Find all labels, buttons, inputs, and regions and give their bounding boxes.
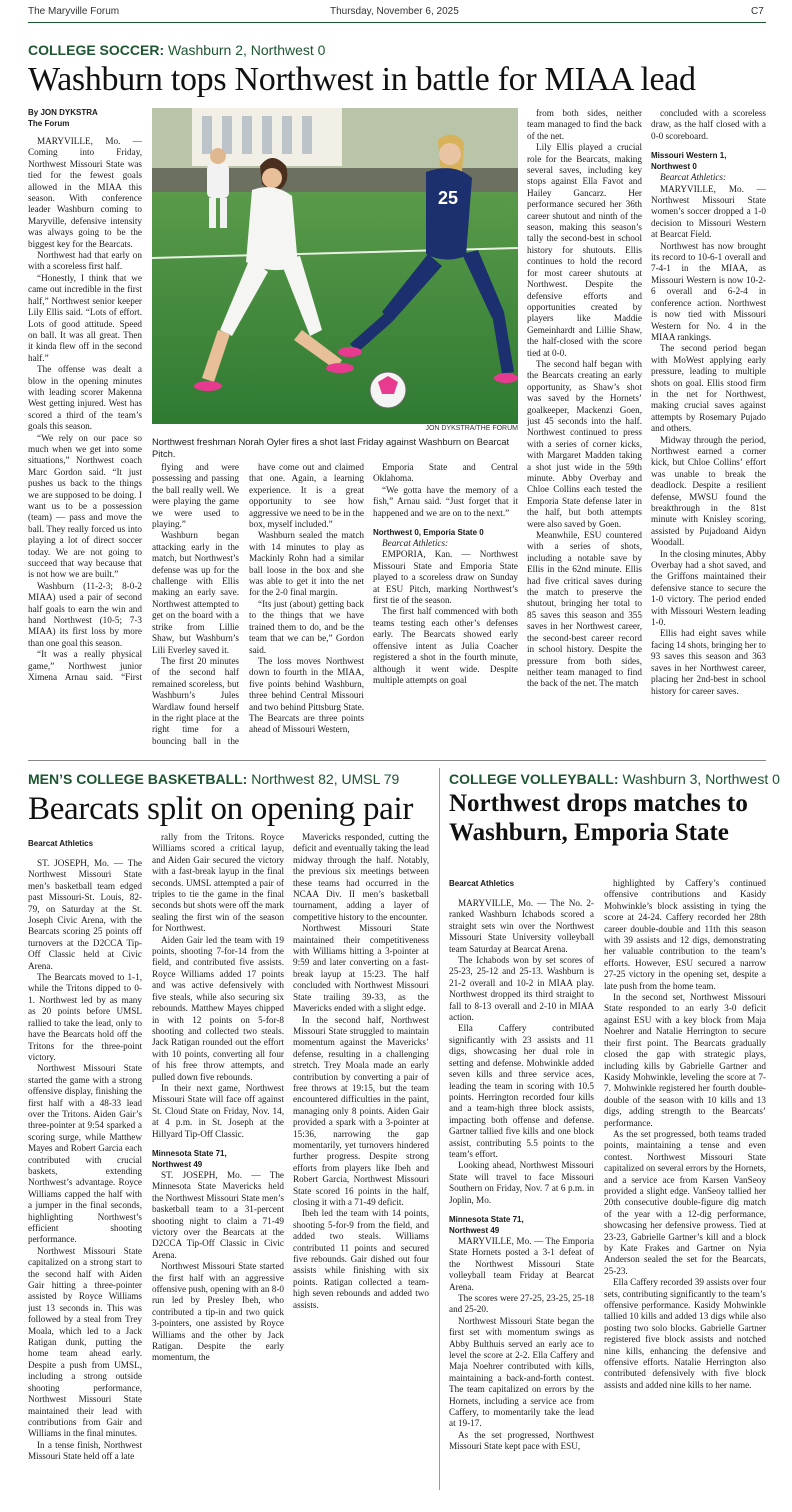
paragraph: flying and were possessing and passing the ball really well. We were playing the game we were used to playing.” bbox=[152, 462, 239, 530]
column-divider bbox=[439, 768, 440, 1490]
paragraph: MARYVILLE, Mo. — The Emporia State Hornets posted a 3-1 defeat of the Northwest Missouri State volleyball team Friday at Bearcat Arena. bbox=[449, 1235, 594, 1292]
paragraph: Lily Ellis played a crucial role for the Bearcats, making several saves, including key stops against Ella Favot and Hailey Gancarz. Her performance secured her 36th career shutout and ninth of the season, making this season’s tally the second-best in school history for shutouts. Ellis continues to hold the record for most career shutouts at Northwest. Despite the defensive efforts and opportunities created by players like Maddie Gemeinhardt and Lillie Shaw, the half-closed with the score tied at 0-0. bbox=[527, 142, 642, 358]
photo-credit: JON DYKSTRA/THE FORUM bbox=[425, 425, 518, 432]
paragraph: MARYVILLE, Mo. — The No. 2-ranked Washburn Ichabods scored a straight sets win over the Northwest Missouri State University volleyball team Saturday at Bearcat Arena. bbox=[449, 898, 594, 954]
newspaper-name: The Maryville Forum bbox=[28, 6, 120, 17]
masthead-rule bbox=[28, 22, 766, 23]
subhead bbox=[651, 150, 766, 172]
paragraph: The second half began with the Bearcats creating an early opportunity, as Shaw’s shot was saved by the Hornets’ goalkeeper, Mackenzi Goen, just 45 seconds into the half. Northwest continued to press with a series of corner kicks, with Margaret Madden taking a shot just wide in the 59th minute. Abby Overbay and Chloe Collins each tested the Emporia State defense later in the half, but both attempts were also saved by Goen. bbox=[527, 358, 642, 529]
basketball-kicker bbox=[28, 771, 399, 787]
volleyball-headline bbox=[449, 789, 748, 847]
soccer-photo-illustration bbox=[152, 108, 518, 424]
paragraph: Northwest Missouri State capitalized on a strong start to the second half with Aiden Gair hitting a three-pointer assisted by Royce Williams just 13 seconds in. This was followed by a steal from Trey Moala, which led to a Jack Ratigan dunk, putting the home team ahead early. Despite a push from UMSL, including a strong outside shooting performance, Northwest Missouri State maintained their lead with contributions from Gair and Williams in the final minutes. bbox=[28, 1245, 142, 1439]
paragraph: MARYVILLE, Mo. — Northwest Missouri State women’s soccer dropped a 1-0 decision to Missouri Western at Bearcat Field. bbox=[651, 183, 766, 240]
paragraph: Aiden Gair led the team with 19 points, shooting 7-for-14 from the field, and contributed five assists. Royce Williams added 17 points and was active defensively with five steals, while also securing six rebounds. Matthew Mayes chipped in with 12 points on 5-for-8 shooting and collected two steals. Jack Ratigan rounded out the effort with 10 points, converting all four of his free throw attempts, and pulled down five rebounds. bbox=[152, 934, 284, 1082]
subhead-line: Northwest 49 bbox=[152, 1159, 203, 1169]
paragraph: The first 20 minutes of the second half remained scoreless, but Washburn’s Jules Wardlaw found herself in the right place at the right time for a bouncing ball in the bbox=[152, 655, 239, 746]
paragraph: concluded with a scoreless draw, as the half closed with a 0-0 scoreboard. bbox=[651, 108, 766, 141]
paragraph: The loss moves Northwest down to fourth in the MIAA, five points behind Washburn, three behind Central Missouri and two behind Pittsburg State. The Bearcats are three points ahead of Missouri Western, bbox=[249, 655, 364, 735]
issue-date: Thursday, November 6, 2025 bbox=[330, 6, 459, 17]
paragraph: As the set progressed, both teams traded points, maintaining a tense and even contest. Northwest Missouri State capitalized on several errors by the Hornets, and a service ace from Karsen VanSeoy provided a slight edge. VanSeoy tallied her 20th consecutive double-figure dig match of the year with a 12-dig performance, showcasing her defensive prowess. Tied at 23-23, Gabrielle Gartner’s kill and a block by Kate Frakes and Gartner on Nyia Anderson sealed the set for the Bearcats, 25-23. bbox=[604, 1128, 766, 1276]
soccer-ball bbox=[370, 372, 406, 408]
volleyball-headline-line: Northwest drops matches to bbox=[449, 790, 748, 817]
basketball-column-2 bbox=[152, 832, 284, 1488]
paragraph: In a tense finish, Northwest Missouri State held off a late bbox=[28, 1439, 142, 1462]
soccer-column-1 bbox=[28, 136, 142, 684]
soccer-byline bbox=[28, 107, 98, 129]
soccer-column-5 bbox=[527, 108, 642, 748]
paragraph: Emporia State and Central Oklahoma. bbox=[373, 462, 518, 484]
soccer-headline: Washburn tops Northwest in battle for MIAA lead bbox=[28, 61, 696, 98]
paragraph: rally from the Tritons. Royce Williams scored a critical layup, and Aiden Gair secured the victory with a fast-break layup in the final seconds. UMSL attempted a pair of triples to tie the game in the final seconds but shots were off the mark sealing the first win of the season for Northwest. bbox=[152, 832, 284, 934]
paragraph: Mavericks responded, cutting the deficit and eventually taking the lead midway through the half. Notably, the previous six meetings between these teams had occurred in the NCAA Div. II men’s basketball tournament, adding a layer of competitive history to the encounter. bbox=[293, 832, 429, 922]
subhead-line: Northwest 0 bbox=[651, 162, 697, 172]
soccer-kicker-score: Washburn 2, Northwest 0 bbox=[164, 42, 326, 58]
paragraph: Washburn sealed the match with 14 minutes to play as Mackinly Rohn had a similar ball loose in the box and she was able to get it into the net for the 2-0 final margin. bbox=[249, 530, 364, 598]
soccer-kicker-label: COLLEGE SOCCER: bbox=[28, 42, 165, 58]
paragraph: Northwest Missouri State started the first half with an aggressive offensive push, opening with an 8-0 run led by Presley Ibeh, who contributed a tip-in and two quick 3-pointers, one assisted by Royce Williams and the other by Jack Ratigan. Despite the early momentum, the bbox=[152, 1261, 284, 1363]
volleyball-kicker bbox=[449, 771, 780, 787]
basketball-column-1 bbox=[28, 858, 142, 1488]
subhead-line: Northwest 49 bbox=[449, 1225, 500, 1235]
basketball-column-3 bbox=[293, 832, 429, 1488]
soccer-kicker bbox=[28, 42, 325, 58]
paragraph: Northwest had that early on with a scoreless first half. bbox=[28, 250, 142, 272]
paragraph: ST. JOSEPH, Mo. — The Minnesota State Mavericks held the Northwest Missouri State men’s basketball team to a 31-percent shooting night to claim a 71-49 victory over the Bearcats at the D2CCA Tip-Off Classic in Civic Arena. bbox=[152, 1169, 284, 1260]
subhead bbox=[449, 1214, 594, 1236]
paragraph: MARYVILLE, Mo. — Coming into Friday, Northwest Missouri State was tied for the fewest goals allowed in the MIAA this season. With conference leader Washburn coming to Maryville, defensive intensity was always going to be the biggest key for the Bearcats. bbox=[28, 136, 142, 249]
subhead-line: Missouri Western 1, bbox=[651, 151, 727, 161]
paragraph: As the set progressed, Northwest Missouri State kept pace with ESU, bbox=[449, 1429, 594, 1452]
paragraph: The first half commenced with both teams testing each other’s defenses early. The Bearcats showed early offensive intent as Julia Coacher registered a shot in the fourth minute, although it went wide. Despite multiple attempts on goal bbox=[373, 606, 518, 685]
basketball-kicker-label: MEN’S COLLEGE BASKETBALL: bbox=[28, 771, 248, 787]
paragraph: Northwest Missouri State began the first set with momentum swings as Abby Bulthuis served an early ace to level the score at 2-2. Ella Caffery and Maja Noehrer contributed with kills, maintaining a back-and-forth contest. The team capitalized on errors by the Hornets, including a service ace from Caffery, to momentarily take the lead at 19-17. bbox=[449, 1315, 594, 1429]
soccer-column-4 bbox=[373, 462, 518, 748]
paragraph: Ella Caffery recorded 39 assists over four sets, contributing significantly to the team’s offensive performance. Kasidy Mohwinkle tallied 10 kills and added 13 digs while also posting two solo blocks. Gabrielle Gartner registered five block assists and notched nine kills, enhancing the defensive and offensive efforts. Natalie Herrington also contributed defensively with five block assists and added nine kills to her name. bbox=[604, 1277, 766, 1390]
paragraph: The Ichabods won by set scores of 25-23, 25-12 and 25-13. Washburn is 21-2 overall and 10-2 in MIAA play. Northwest dropped its third straight to fall to 8-13 overall and 2-10 in MIAA action. bbox=[449, 955, 594, 1023]
paragraph: “It was a really physical game,” Northwest junior Ximena Arnau said. “First bbox=[28, 649, 142, 683]
paragraph: In the second set, Northwest Missouri State responded to an early 3-0 deficit against ESU with a key block from Maja Noehrer and Natalie Herrington to secure their first point. The Bearcats gradually closed the gap with strategic plays, including kills by Gabrielle Gartner and Kasidy Mohwinkle, leveling the score at 7-7. Mohwinkle registered her fourth double-double of the season with 10 kills and 13 digs, adding strength to the Bearcats’ performance. bbox=[604, 992, 766, 1128]
paragraph: EMPORIA, Kan. — Northwest Missouri State and Emporia State played to a scoreless draw on Sunday at ESU Pitch, marking Northwest’s first tie of the season. bbox=[373, 549, 518, 606]
dateline-source: Bearcat Athletics: bbox=[660, 172, 727, 183]
soccer-photo bbox=[152, 108, 518, 424]
paragraph: Midway through the period, Northwest earned a corner kick, but Chloe Collins’ effort was unable to break the deadlock. Despite a resilient defense, MWSU found the breakthrough in the 81st minute with Knisley scoring, assisted by Pujadoand Aidyn Woodall. bbox=[651, 434, 766, 548]
soccer-column-6 bbox=[651, 108, 766, 748]
paragraph: “We rely on our pace so much when we get into some situations,” Northwest coach Marc Gordon said. “It just pushes us back to the things we are supposed to be doing. I want us to be a possession (team) — pass and move the ball. They really forced us into playing a lot of direct soccer today. We are not going to succeed that way because that is not how we are built.” bbox=[28, 432, 142, 580]
volleyball-byline: Bearcat Athletics bbox=[449, 879, 515, 888]
volleyball-kicker-score: Washburn 3, Northwest 0 bbox=[618, 771, 780, 787]
paragraph: Meanwhile, ESU countered with a series of shots, including a notable save by Ellis in the 62nd minute. Ellis had five critical saves during the match to preserve the shutout, bringing her total to 85 saves this season and 355 saves in her Northwest career, the second-best career record in school history. Despite the pressure from both sides, neither team managed to find the back of the net. The match bbox=[527, 530, 642, 689]
volleyball-column-2 bbox=[604, 878, 766, 1490]
subhead-line: Minnesota State 71, bbox=[152, 1148, 227, 1158]
paragraph: “Honestly, I think that we came out incredible in the first half,” Northwest senior keeper Lily Ellis said. “Lots of effort. Lots of good attitude. Speed on ball. It was all great. Then it kinda flew off in the second half.” bbox=[28, 272, 142, 363]
basketball-headline: Bearcats split on opening pair bbox=[28, 791, 414, 827]
paragraph: Washburn (11-2-3; 8-0-2 MIAA) used a pair of second half goals to earn the win and hand Northwest (10-5; 7-3 MIAA) its first loss by more than one goal this season. bbox=[28, 580, 142, 648]
paragraph: “We gotta have the memory of a fish,” Arnau said. “Just forget that it happened and we are on to the next.” bbox=[373, 484, 518, 518]
volleyball-headline-line: Washburn, Emporia State bbox=[449, 819, 729, 846]
paragraph: In their next game, Northwest Missouri State will face off against St. Cloud State on Friday, Nov. 14, at 4 p.m. in St. Joseph at the Hillyard Tip-Off Classic. bbox=[152, 1082, 284, 1139]
paragraph: The scores were 27-25, 23-25, 25-18 and 25-20. bbox=[449, 1293, 594, 1315]
volleyball-kicker-label: COLLEGE VOLLEYBALL: bbox=[449, 771, 619, 787]
paragraph: In the second half, Northwest Missouri State struggled to maintain momentum against the Mavericks’ defense, resulting in a challenging stretch. Trey Moala made an early contribution by converting a pair of free throws at 19:15, but the team encountered difficulties in the paint, managing only 8 points. Aiden Gair provided a spark with a 3-pointer at 15:36, narrowing the gap momentarily, yet turnovers hindered further progress. Despite strong efforts from players like Ibeh and Robert Garcia, Northwest Missouri State scored 16 points in the half, closing it with a 71-49 deficit. bbox=[293, 1014, 429, 1207]
basketball-byline: Bearcat Athletics bbox=[28, 839, 94, 848]
subhead: Northwest 0, Emporia State 0 bbox=[373, 528, 484, 538]
dateline-source: Bearcat Athletics: bbox=[382, 538, 449, 549]
paragraph: “Its just (about) getting back to the things that we have trained them to do, and be the team that we can be,” Gordon said. bbox=[249, 598, 364, 655]
paragraph: Looking ahead, Northwest Missouri State will travel to face Missouri Southern on Friday, Nov. 7 at 6 p.m. in Joplin, Mo. bbox=[449, 1160, 594, 1205]
paragraph: Ellis had eight saves while facing 14 shots, bringing her to 93 saves this season and 363 saves in her Northwest career, placing her 2nd-best in school history for career saves. bbox=[651, 628, 766, 696]
byline-org: The Forum bbox=[28, 119, 70, 128]
svg-text:25: 25 bbox=[438, 188, 459, 208]
photo-caption: Northwest freshman Norah Oyler fires a shot last Friday against Washburn on Bearcat Pitch. bbox=[152, 436, 510, 459]
paragraph: have come out and claimed that one. Again, a learning experience. It is a great opportunity to see how aggressive we need to be in the box, myself included.” bbox=[249, 462, 364, 530]
paragraph: The second period began with MoWest applying early pressure, leading to multiple shots on goal. Ellis stood firm in the net for Northwest, making crucial saves against attempts by Rosemary Pujado and others. bbox=[651, 343, 766, 434]
soccer-column-2 bbox=[152, 462, 239, 748]
paragraph: Northwest Missouri State started the game with a strong offensive display, finishing the first half with a 48-33 lead over the Tritons. Aiden Gair’s three-pointer at 9:54 sparked a scoring surge, while Matthew Mayes and Robert Garcia each contributed with crucial baskets, extending Northwest’s advantage. Royce Williams capped the half with a jumper in the final seconds, highlighting Northwest’s efficient shooting performance. bbox=[28, 1063, 142, 1245]
paragraph: In the closing minutes, Abby Overbay had a shot saved, and the Griffons maintained their defensive stance to secure the 1-0 victory. The period ended with Missouri Western leading 1-0. bbox=[651, 548, 766, 628]
section-divider bbox=[28, 760, 766, 761]
paragraph: from both sides, neither team managed to find the back of the net. bbox=[527, 108, 642, 141]
paragraph: ST. JOSEPH, Mo. — The Northwest Missouri State men’s basketball team edged past Missouri-St. Louis, 82-79, on Saturday at the St. Joseph Civic Arena, with the Bearcats scoring 25 points off turnovers at the D2CCA Tip-Off Classic held at Civic Arena. bbox=[28, 858, 142, 971]
basketball-kicker-score: Northwest 82, UMSL 79 bbox=[247, 771, 400, 787]
paragraph: Northwest Missouri State maintained their competitiveness with Williams hitting a 3-pointer at 9:59 and later converting on a fast-break layup at 15:23. The half concluded with Northwest Missouri State trailing 39-33, as the Mavericks ended with a slight edge. bbox=[293, 923, 429, 1014]
page-number: C7 bbox=[751, 6, 764, 17]
subhead bbox=[152, 1148, 284, 1170]
byline-author: By JON DYKSTRA bbox=[28, 108, 98, 117]
paragraph: The offense was dealt a blow in the opening minutes with leading scorer Makenna West getting injured. West has scored a third of the team’s goals this season. bbox=[28, 364, 142, 432]
subhead-line: Minnesota State 71, bbox=[449, 1214, 524, 1224]
paragraph: The Bearcats moved to 1-1, while the Tritons dipped to 0-1. Northwest led by as many as 20 points before UMSL rallied to take the lead, only to have the Bearcats hold off the Tritons for the three-point victory. bbox=[28, 972, 142, 1062]
paragraph: Washburn began attacking early in the match, but Northwest’s defense was up for the challenge with Ellis making an early save. Northwest attempted to get on the board with a strike from Lillie Shaw, but Washburn’s Lili Everley saved it. bbox=[152, 530, 239, 655]
soccer-column-3 bbox=[249, 462, 364, 748]
paragraph: Ella Caffery contributed significantly with 23 assists and 11 digs, showcasing her dual role in setting and defense. Mohwinkle added seven kills and three service aces, leading the team in scoring with 10.5 points. Herrington recorded four kills and a team-high three block assists, impacting both offense and defense. Gartner tallied five kills and one block assist, contributing 5.5 points to the team’s effort. bbox=[449, 1023, 594, 1159]
paragraph: Ibeh led the team with 14 points, shooting 5-for-9 from the field, and added two steals. Williams contributed 11 points and secured five rebounds. Gair dished out four assists while finishing with six points. Ratigan collected a team-high seven rebounds and added two assists. bbox=[293, 1208, 429, 1310]
paragraph: highlighted by Caffery’s continued offensive contributions and Kasidy Mohwinkle’s block assisting in tying the score at 24-24. Caffery recorded her 28th career double-double and 11th this season with 39 assists and 12 digs, demonstrating her valuable contribution to the team’s efforts. However, ESU secured a narrow 27-25 victory in the opening set, despite a late push from the home team. bbox=[604, 878, 766, 991]
volleyball-column-1 bbox=[449, 898, 594, 1490]
paragraph: Northwest has now brought its record to 10-6-1 overall and 7-4-1 in the MIAA, as Missouri Western is now 10-2-6 overall and 6-2-4 in conference action. Northwest is now tied with Missouri Western for No. 4 in the MIAA rankings. bbox=[651, 240, 766, 342]
